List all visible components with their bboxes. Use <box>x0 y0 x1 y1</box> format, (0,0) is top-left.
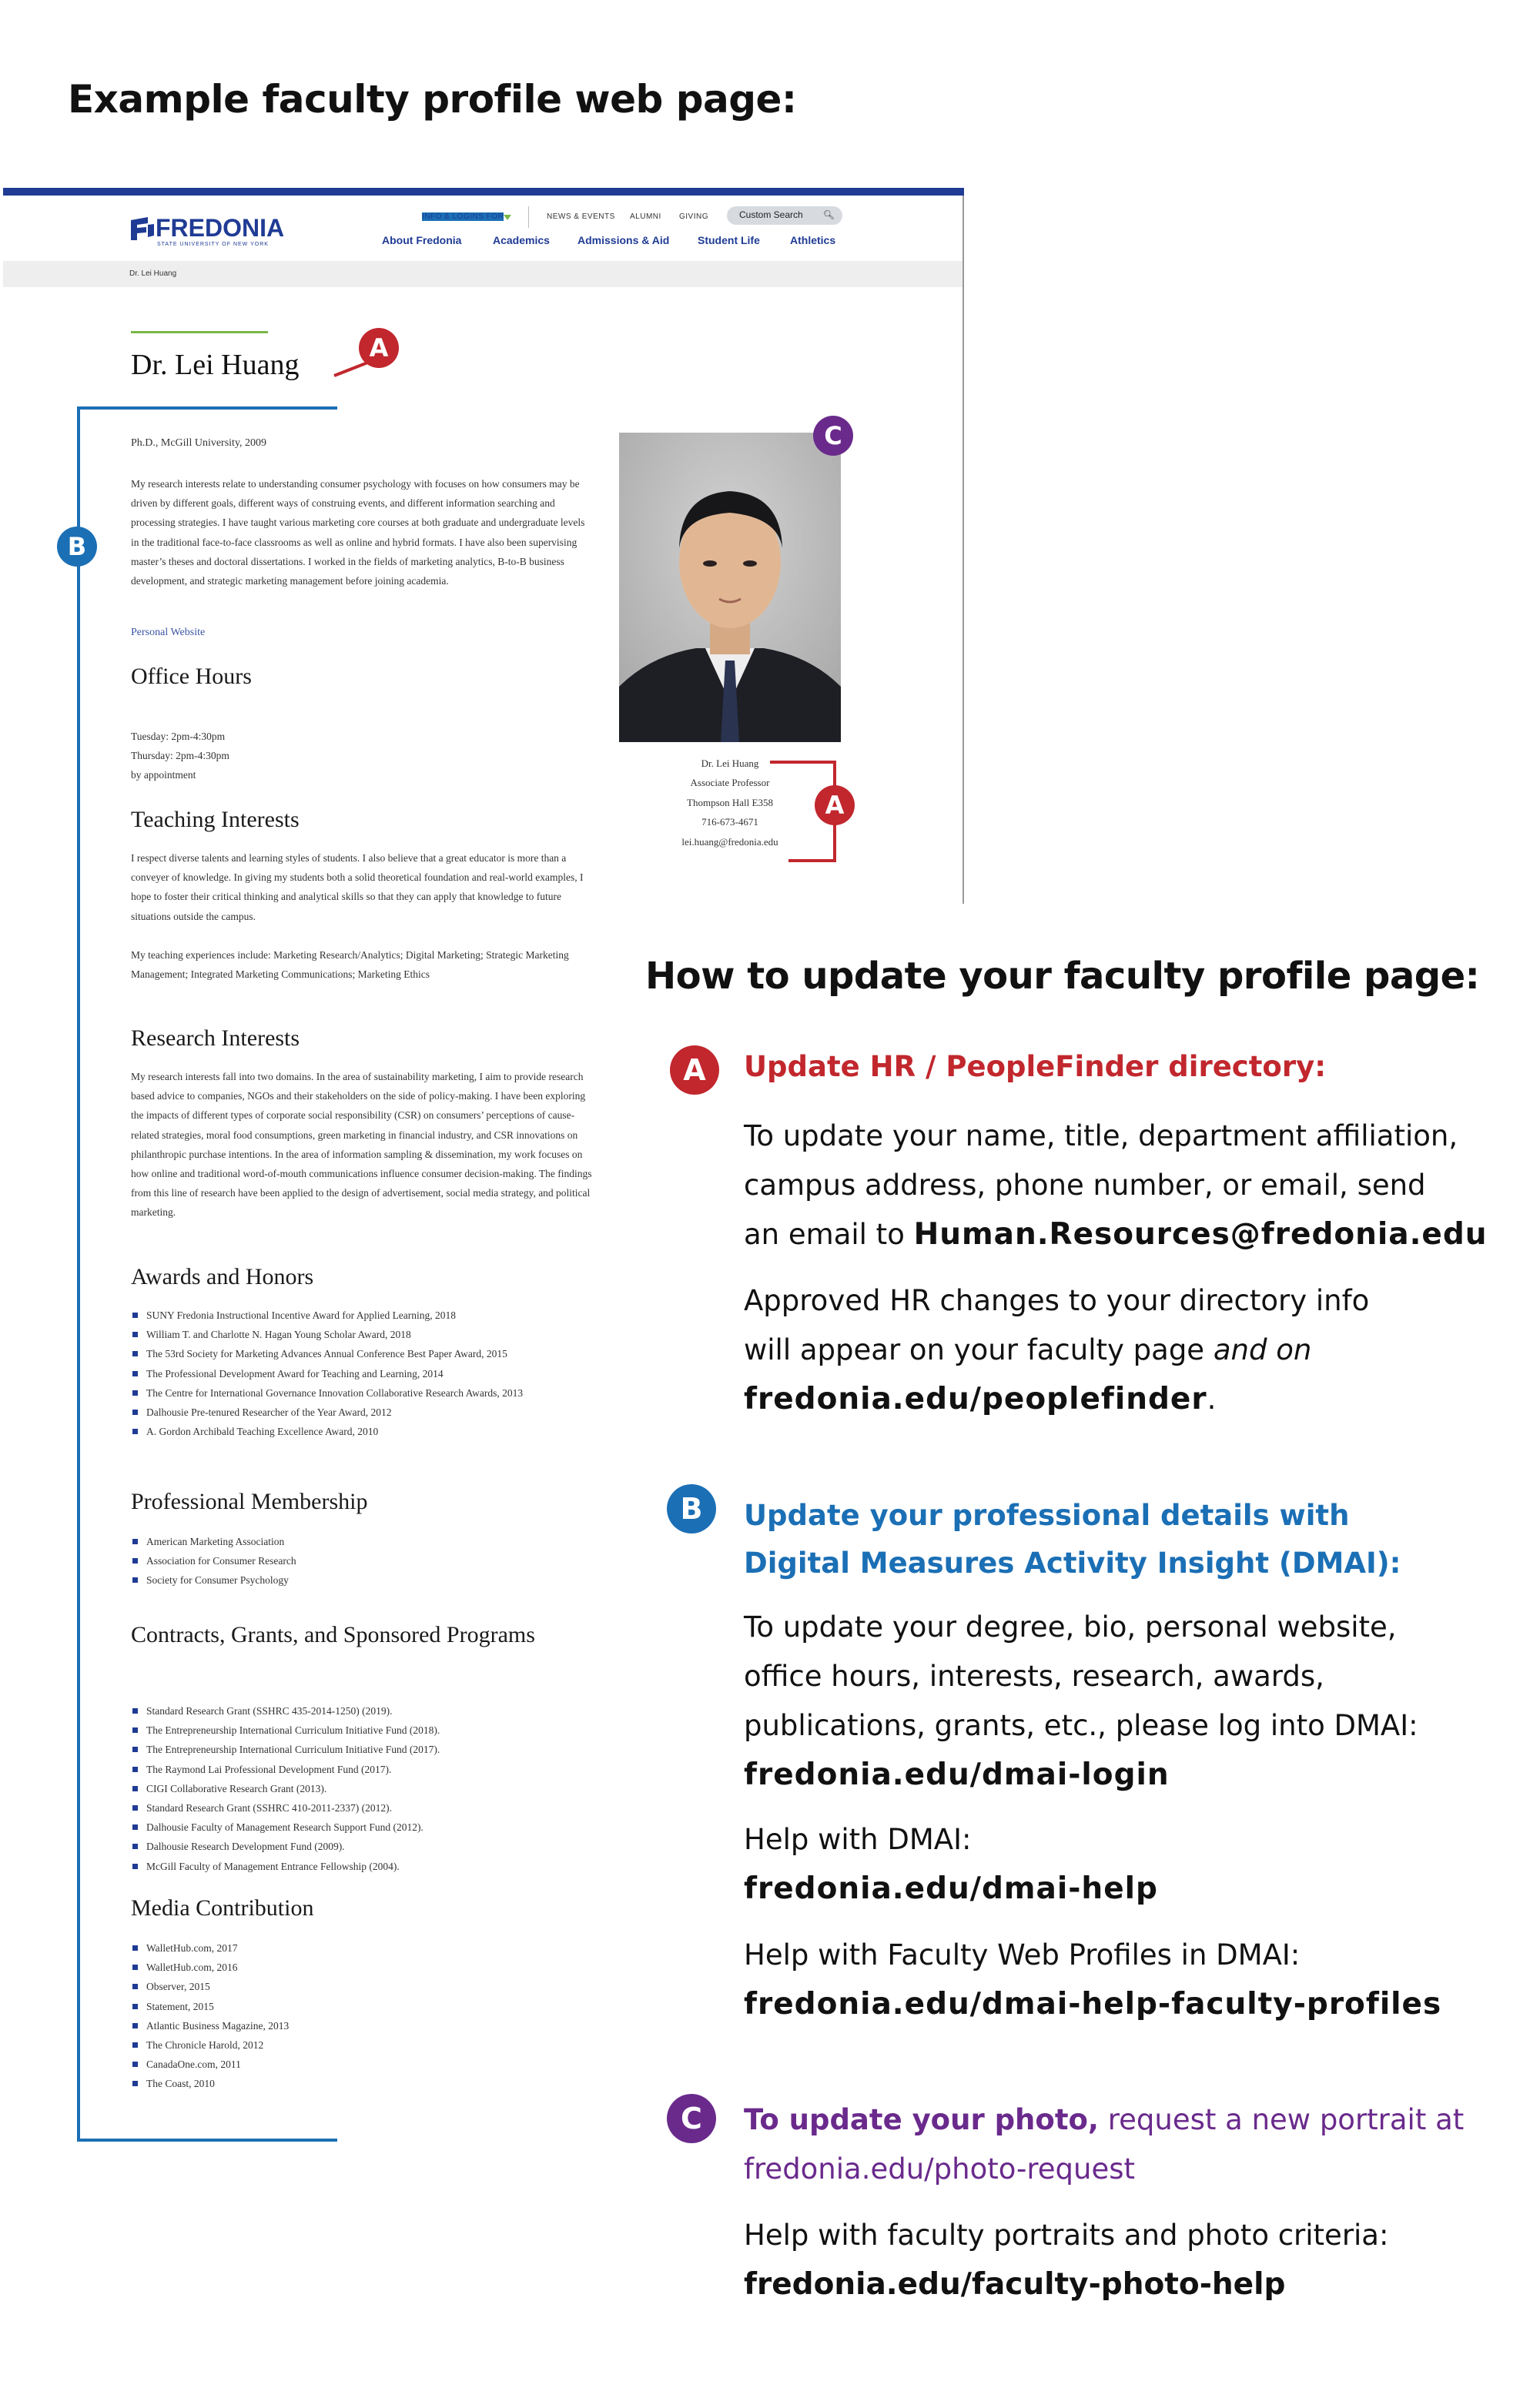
section-a-badge: A <box>670 1045 719 1095</box>
contact-email[interactable]: lei.huang@fredonia.edu <box>681 835 778 848</box>
nav-athletics[interactable]: Athletics <box>790 234 836 246</box>
list-item: Atlantic Business Magazine, 2013 <box>131 2016 593 2035</box>
instructions-heading: How to update your faculty profile page: <box>645 955 1480 998</box>
section-b-badge: B <box>667 1484 716 1533</box>
text-line: Help with DMAI: <box>744 1823 972 1856</box>
membership-heading: Professional Membership <box>131 1489 368 1514</box>
text-line: Help with faculty portraits and photo criteria: <box>744 2219 1389 2252</box>
media-heading: Media Contribution <box>131 1895 314 1921</box>
teaching-experience-paragraph: My teaching experiences include: Marketing Research/Analytics; Digital Marketing; Strategic Marketing Management; Integrated Marketing Communications; Marketing Ethics <box>131 949 569 981</box>
peoplefinder-link[interactable]: fredonia.edu/peoplefinder <box>744 1382 1207 1416</box>
section-b-help-1 <box>744 1815 1158 1914</box>
section-b-paragraph-1 <box>744 1603 1418 1800</box>
nav-student-life[interactable]: Student Life <box>698 234 760 246</box>
text-line: an email to <box>744 1218 914 1251</box>
section-a-title: Update HR / PeopleFinder directory: <box>744 1050 1326 1083</box>
nav-admissions-aid[interactable]: Admissions & Aid <box>578 234 670 246</box>
util-link-alumni[interactable]: ALUMNI <box>630 212 661 221</box>
logo-subtext: STATE UNIVERSITY OF NEW YORK <box>157 242 269 247</box>
list-item: Statement, 2015 <box>131 1997 593 2016</box>
office-hours-line: Tuesday: 2pm-4:30pm <box>131 731 226 742</box>
text-line: To update your degree, bio, personal website, <box>744 1610 1397 1644</box>
list-item: The Entrepreneurship International Curriculum Initiative Fund (2018). <box>131 1721 593 1740</box>
list-item: WalletHub.com, 2016 <box>131 1958 593 1977</box>
list-item: The Professional Development Award for Teaching and Learning, 2014 <box>131 1364 593 1383</box>
marker-c: C <box>813 416 853 456</box>
util-link-info-logins[interactable]: INFO & LOGINS FOR <box>422 212 504 221</box>
list-item: Standard Research Grant (SSHRC 435-2014-1250) (2019). <box>131 1701 593 1721</box>
teaching-interests-heading: Teaching Interests <box>131 807 300 832</box>
nav-about-fredonia[interactable]: About Fredonia <box>382 234 462 246</box>
marker-a-name: A <box>359 328 399 368</box>
list-item: Association for Consumer Research <box>131 1551 593 1570</box>
office-hours-line: by appointment <box>131 769 196 781</box>
title-bold: To update your photo, <box>744 2103 1099 2136</box>
profile-name: Dr. Lei Huang <box>131 349 300 381</box>
util-link-giving[interactable]: GIVING <box>679 212 709 221</box>
section-b-title <box>744 1492 1401 1587</box>
contact-office: Thompson Hall E358 <box>687 796 773 808</box>
contact-phone: 716-673-4671 <box>701 816 758 828</box>
section-c-title <box>744 2095 1464 2194</box>
title-rest: request a new portrait at <box>1098 2103 1465 2136</box>
faculty-photo-help-link[interactable]: fredonia.edu/faculty-photo-help <box>744 2267 1286 2302</box>
section-a-paragraph-2 <box>744 1276 1369 1424</box>
dmai-faculty-profiles-link[interactable]: fredonia.edu/dmai-help-faculty-profiles <box>744 1987 1442 2022</box>
list-item: The 53rd Society for Marketing Advances Annual Conference Best Paper Award, 2015 <box>131 1344 593 1363</box>
text-line: Approved HR changes to your directory info <box>744 1284 1370 1317</box>
teaching-paragraph: I respect diverse talents and learning styles of students. I also believe that a great educator is more than a conveyer of knowledge. In giving my students both a solid theoretical foundation and real-world examples, I hope to foster their critical thinking and analytical skills so that they can apply that knowledge to future situations outside the campus. <box>131 852 584 922</box>
list-item: A. Gordon Archibald Teaching Excellence Award, 2010 <box>131 1422 593 1441</box>
list-item: CIGI Collaborative Research Grant (2013). <box>131 1779 593 1798</box>
photo-request-link[interactable]: fredonia.edu/photo-request <box>744 2152 1136 2186</box>
list-item: Observer, 2015 <box>131 1977 593 1996</box>
office-hours-heading: Office Hours <box>131 664 252 689</box>
list-item: Dalhousie Faculty of Management Research Support Fund (2012). <box>131 1818 593 1837</box>
research-interests-heading: Research Interests <box>131 1025 300 1051</box>
contact-name: Dr. Lei Huang <box>701 758 759 769</box>
text-line: office hours, interests, research, awards, <box>744 1660 1324 1693</box>
list-item: Dalhousie Research Development Fund (2009). <box>131 1837 593 1856</box>
dmai-login-link[interactable]: fredonia.edu/dmai-login <box>744 1758 1170 1792</box>
list-item: American Marketing Association <box>131 1532 593 1551</box>
list-item: The Raymond Lai Professional Development Fund (2017). <box>131 1760 593 1779</box>
emphasis-text: and on <box>1213 1333 1312 1366</box>
research-paragraph: My research interests fall into two domains. In the area of sustainability marketing, I aim to provide research based advice to companies, NGOs and their stakeholders on the side of policy-making. I have been exploring the impacts of different types of corporate social responsibility (CSR) on consumers’ perceptions of cause-related strategies, moral food consumptions, green marketing in financial industry, and CSR innovations on philanthropic purchase intentions. In the area of information sampling & dissemination, my work focuses on how online and traditional word-of-mouth communications influence consumer decision-making. The findings from this line of research have been applied to the design of advertisement, social media strategy, and political marketing. <box>131 1071 592 1219</box>
page-heading: Example faculty profile web page: <box>68 77 797 122</box>
list-item: The Chronicle Harold, 2012 <box>131 2035 593 2055</box>
degree: Ph.D., McGill University, 2009 <box>131 437 267 449</box>
office-hours-line: Thursday: 2pm-4:30pm <box>131 750 229 762</box>
title-line: Update your professional details with <box>744 1499 1350 1532</box>
list-item: Society for Consumer Psychology <box>131 1570 593 1590</box>
grants-heading: Contracts, Grants, and Sponsored Programs <box>131 1622 535 1647</box>
bio-paragraph: My research interests relate to understanding consumer psychology with focuses on how consumers may be driven by different goals, different ways of construing events, and different information searching and processing strategies. I have taught various marketing core courses at both graduate and undergraduate levels in the traditional face-to-face classrooms as well as online and hybrid formats. I have also been supervising master’s theses and doctoral dissertations. I worked in the fields of marketing analytics, B-to-B business development, and strategic marketing management before joining academia. <box>131 478 585 587</box>
logo-text: FREDONIA <box>156 214 285 242</box>
list-item: Standard Research Grant (SSHRC 410-2011-2337) (2012). <box>131 1798 593 1818</box>
contact-title: Associate Professor <box>690 777 770 789</box>
section-a-paragraph-1 <box>744 1112 1488 1259</box>
list-item: Dalhousie Pre-tenured Researcher of the Year Award, 2012 <box>131 1403 593 1422</box>
marker-b: B <box>57 527 97 567</box>
personal-website-link[interactable]: Personal Website <box>131 627 206 638</box>
text-line: Help with Faculty Web Profiles in DMAI: <box>744 1938 1301 1972</box>
search-icon[interactable]: 🔍︎ <box>822 209 835 220</box>
list-item: CanadaOne.com, 2011 <box>131 2055 593 2074</box>
hr-email-link[interactable]: Human.Resources@fredonia.edu <box>913 1217 1488 1252</box>
title-line: Digital Measures Activity Insight (DMAI): <box>744 1547 1401 1580</box>
list-item: WalletHub.com, 2017 <box>131 1938 593 1958</box>
search-placeholder: Custom Search <box>739 209 803 220</box>
text-line: publications, grants, etc., please log into DMAI: <box>744 1709 1418 1742</box>
section-c-badge: C <box>667 2094 716 2143</box>
text-line: campus address, phone number, or email, send <box>744 1169 1426 1202</box>
awards-heading: Awards and Honors <box>131 1264 314 1289</box>
section-b-help-2 <box>744 1931 1441 2029</box>
marker-a-contact: A <box>815 785 855 825</box>
section-c-help <box>744 2211 1388 2309</box>
period: . <box>1207 1383 1217 1416</box>
text-line: will appear on your faculty page <box>744 1333 1214 1366</box>
list-item: SUNY Fredonia Instructional Incentive Award for Applied Learning, 2018 <box>131 1306 593 1325</box>
list-item: The Coast, 2010 <box>131 2074 593 2093</box>
util-link-news-events[interactable]: NEWS & EVENTS <box>547 212 615 221</box>
list-item: William T. and Charlotte N. Hagan Young Scholar Award, 2018 <box>131 1325 593 1344</box>
list-item: The Centre for International Governance Innovation Collaborative Research Awards, 2013 <box>131 1383 593 1403</box>
text-line: To update your name, title, department affiliation, <box>744 1119 1458 1152</box>
nav-academics[interactable]: Academics <box>493 234 550 246</box>
list-item: McGill Faculty of Management Entrance Fellowship (2004). <box>131 1857 593 1876</box>
dmai-help-link[interactable]: fredonia.edu/dmai-help <box>744 1871 1158 1906</box>
breadcrumb[interactable]: Dr. Lei Huang <box>129 269 177 278</box>
list-item: The Entrepreneurship International Curriculum Initiative Fund (2017). <box>131 1740 593 1759</box>
